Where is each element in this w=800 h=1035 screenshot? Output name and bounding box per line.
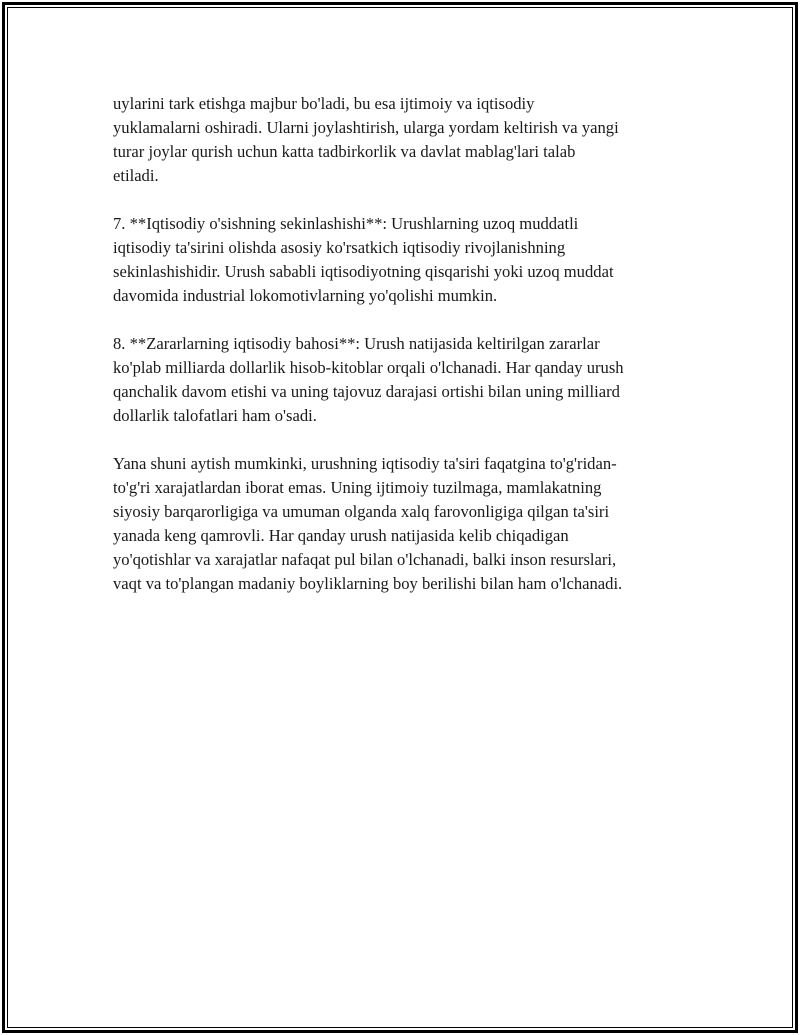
text-line: sekinlashishidir. Urush sababli iqtisodiyotning qisqarishi yoki uzoq muddat: [113, 262, 614, 281]
text-line: ko'plab milliarda dollarlik hisob-kitoblar orqali o'lchanadi. Har qanday urush: [113, 358, 624, 377]
text-line: dollarlik talofatlari ham o'sadi.: [113, 406, 317, 425]
text-line: turar joylar qurish uchun katta tadbirkorlik va davlat mablag'lari talab: [113, 142, 576, 161]
text-line: qanchalik davom etishi va uning tajovuz darajasi ortishi bilan uning milliard: [113, 382, 620, 401]
text-line: iqtisodiy ta'sirini olishda asosiy ko'rsatkich iqtisodiy rivojlanishning: [113, 238, 566, 257]
text-line: siyosiy barqarorligiga va umuman olganda xalq farovonligiga qilgan ta'siri: [113, 502, 610, 521]
text-line: Yana shuni aytish mumkinki, urushning iqtisodiy ta'siri faqatgina to'g'ridan-: [113, 454, 617, 473]
text-line: yo'qotishlar va xarajatlar nafaqat pul bilan o'lchanadi, balki inson resurslari,: [113, 550, 617, 569]
text-line: uylarini tark etishga majbur bo'ladi, bu esa ijtimoiy va iqtisodiy: [113, 94, 535, 113]
text-line: davomida industrial lokomotivlarning yo'qolishi mumkin.: [113, 286, 498, 305]
text-line: yuklamalarni oshiradi. Ularni joylashtirish, ularga yordam keltirish va yangi: [113, 118, 619, 137]
text-line: etiladi.: [113, 166, 159, 185]
paragraph-conclusion: [113, 452, 693, 596]
text-line: 7. **Iqtisodiy o'sishning sekinlashishi**: Urushlarning uzoq muddatli: [113, 214, 579, 233]
text-line: to'g'ri xarajatlardan iborat emas. Uning ijtimoiy tuzilmaga, mamlakatning: [113, 478, 602, 497]
document-body: [113, 92, 693, 620]
paragraph-displacement-continuation: [113, 92, 693, 188]
paragraph-item-7: [113, 212, 693, 308]
text-line: yanada keng qamrovli. Har qanday urush natijasida kelib chiqadigan: [113, 526, 569, 545]
paragraph-item-8: [113, 332, 693, 428]
text-line: 8. **Zararlarning iqtisodiy bahosi**: Urush natijasida keltirilgan zararlar: [113, 334, 600, 353]
text-line: vaqt va to'plangan madaniy boyliklarning boy berilishi bilan ham o'lchanadi.: [113, 574, 623, 593]
